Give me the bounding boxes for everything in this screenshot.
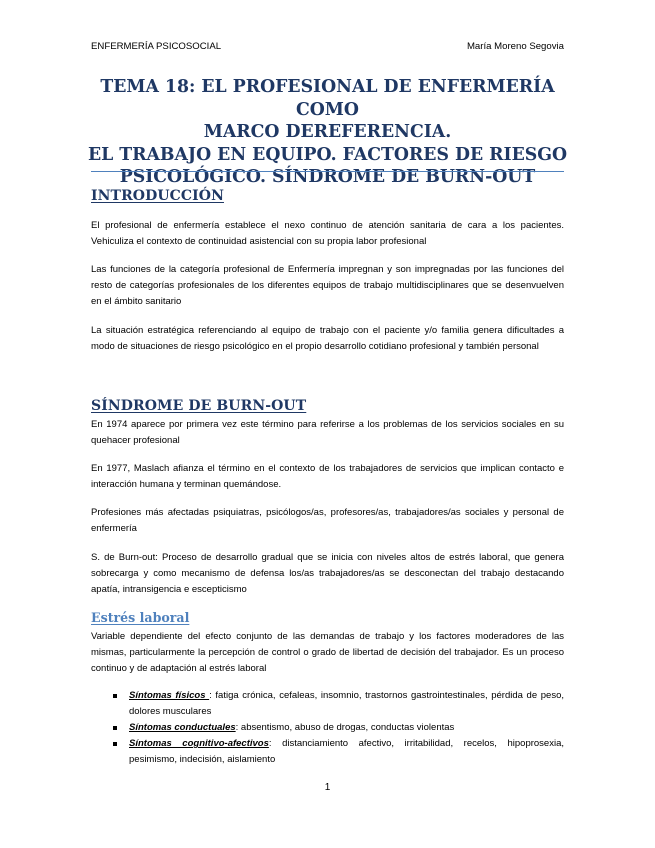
- bullet-icon: [113, 742, 117, 746]
- title-divider: [91, 171, 564, 172]
- title-line: MARCO DEREFERENCIA.: [203, 122, 452, 142]
- section-heading-burnout: SÍNDROME DE BURN-OUT: [91, 398, 307, 414]
- list-item-text: fatiga crónica, cefaleas, insomnio, trastornos gastrointestinales, pérdida de peso, dolores musculares: [129, 690, 565, 717]
- list-item-term: Síntomas físicos: [129, 690, 210, 701]
- symptoms-list: [91, 688, 564, 768]
- header-author: María Moreno Segovia: [466, 41, 564, 52]
- burnout-paragraph-2: En 1977, Maslach afianza el término en el contexto de los trabajadores de servicios que implican contacto e interacción humana y terminan quemándose.: [91, 463, 564, 490]
- burnout-paragraph-1: En 1974 aparece por primera vez este término para referirse a los problemas de los servicios sociales en su quehacer profesional: [91, 419, 564, 446]
- burnout-definition: S. de Burn-out: Proceso de desarrollo gradual que se inicia con niveles altos de estrés laboral, que genera sobrecarga y como mecanismo de defensa los/as trabajadores/as se desconectan del trabajo destacando apatía, intransigencia e escepticismo: [91, 552, 564, 595]
- list-item: [91, 736, 564, 768]
- list-item-separator: :: [268, 738, 272, 749]
- page-number: 1: [324, 782, 331, 793]
- bullet-icon: [113, 694, 117, 698]
- page-header: [91, 41, 564, 52]
- title-line: EL TRABAJO EN EQUIPO. FACTORES DE RIESGO: [87, 144, 568, 165]
- list-item-text: absentismo, abuso de drogas, conductas violentas: [238, 722, 455, 733]
- section-heading-introduccion: INTRODUCCIÓN: [91, 188, 224, 204]
- title-line: TEMA 18: EL PROFESIONAL DE ENFERMERÍA COMO: [100, 77, 555, 120]
- list-item-text: distanciamiento afectivo, irritabilidad, recelos, hipoprosexia, pesimismo, indecisión, aislamiento: [129, 738, 564, 765]
- list-item-term: Síntomas conductuales: [129, 722, 236, 733]
- intro-paragraph-3: La situación estratégica referenciando al equipo de trabajo con el paciente y/o familia genera dificultades a modo de situaciones de riesgo psicológico en el propio desarrollo cotidiano profesional y también personal: [91, 325, 564, 352]
- header-course-name: ENFERMERÍA PSICOSOCIAL: [91, 41, 222, 52]
- burnout-paragraph-3: Profesiones más afectadas psiquiatras, psicólogos/as, profesores/as, trabajadores/as sociales y personal de enfermería: [91, 507, 564, 534]
- list-item-separator: :: [209, 690, 212, 701]
- bullet-icon: [113, 726, 117, 730]
- intro-paragraph-1: El profesional de enfermería establece el nexo continuo de atención sanitaria de cara a los pacientes. Vehiculiza el contexto de continuidad asistencial con su propia labor profesional: [91, 220, 564, 247]
- list-item-separator: :: [235, 722, 239, 733]
- list-item: [91, 688, 564, 720]
- list-item: [91, 720, 564, 736]
- subheading-estres-laboral: Estrés laboral: [91, 610, 190, 625]
- title-line: PSICOLÓGICO. SÍNDROME DE BURN-OUT: [119, 167, 536, 187]
- estres-paragraph: Variable dependiente del efecto conjunto de las demandas de trabajo y los factores moderadores de las mismas, particularmente la percepción de control o grado de libertad de decisión del trabajador. Es un proceso continuo y de adaptación al estrés laboral: [91, 631, 564, 674]
- intro-paragraph-2: Las funciones de la categoría profesional de Enfermería impregnan y son impregnadas por las funciones del resto de categorías profesionales de los diferentes equipos de trabajo multidisciplinares que se desenvuelven en el ámbito sanitario: [91, 264, 564, 307]
- list-item-term: Síntomas cognitivo-afectivos: [129, 738, 269, 749]
